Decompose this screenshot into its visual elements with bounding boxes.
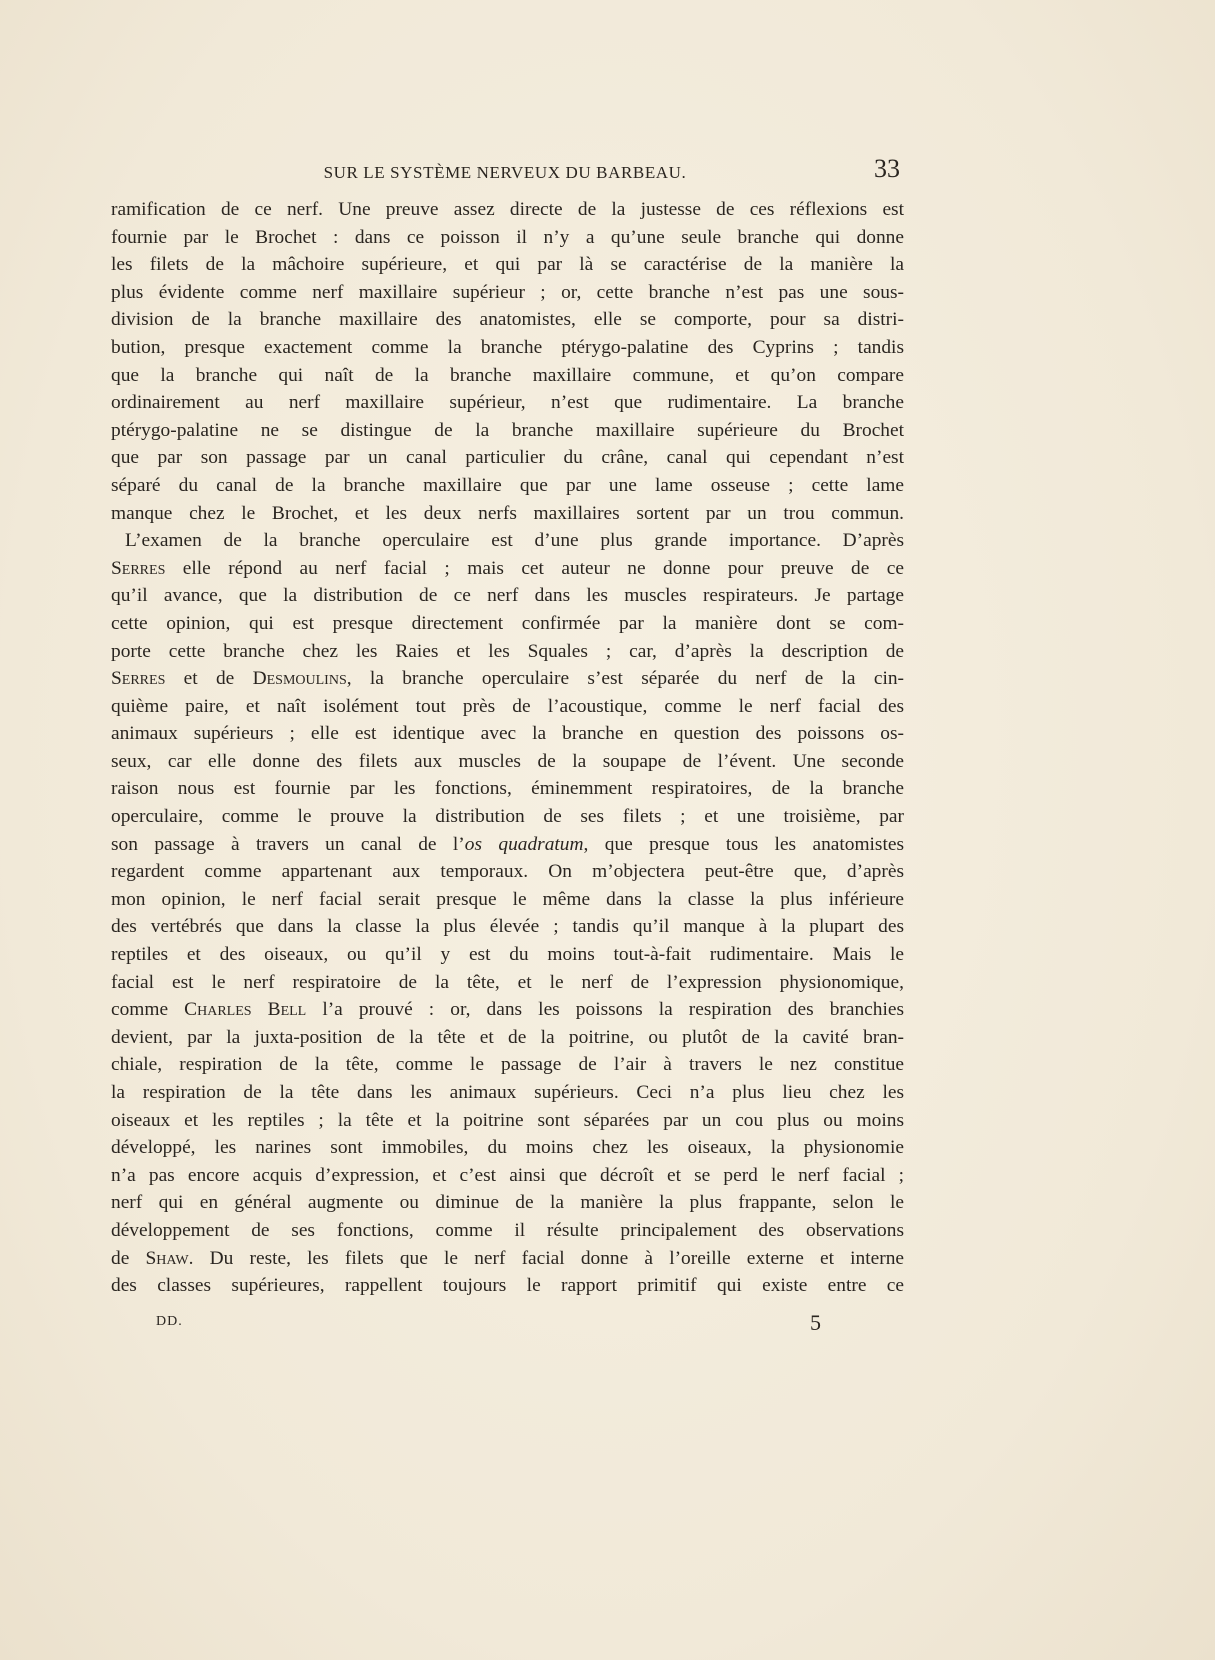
line-text: son passage à travers un canal de l’	[111, 833, 465, 855]
text-line	[111, 886, 904, 914]
text-line	[111, 224, 904, 252]
text-line	[111, 1162, 904, 1190]
line-text: animaux supérieurs ; elle est identique avec la branche en question des poissons os-	[111, 723, 904, 745]
text-line	[111, 1217, 904, 1245]
line-text: regardent comme appartenant aux temporaux. On m’objectera peut-être que, d’après	[111, 861, 904, 883]
text-line	[111, 775, 904, 803]
body-text	[111, 196, 904, 1300]
text-line	[111, 279, 904, 307]
text-line	[111, 389, 904, 417]
line-text: plus évidente comme nerf maxillaire supérieur ; or, cette branche n’est pas une sous-	[111, 281, 904, 303]
text-line	[111, 1134, 904, 1162]
line-text: séparé du canal de la branche maxillaire que par une lame osseuse ; cette lame	[111, 474, 904, 496]
text-line	[111, 1189, 904, 1217]
line-text: l’a prouvé : or, dans les poissons la respiration des branchies	[306, 999, 905, 1021]
text-line	[111, 196, 904, 224]
signature-mark: DD.	[156, 1314, 183, 1329]
line-text: et de	[165, 668, 253, 690]
text-line	[111, 500, 904, 528]
running-head: SUR LE SYSTÈME NERVEUX DU BARBEAU.	[323, 163, 687, 182]
text-line	[111, 720, 904, 748]
line-text: que par son passage par un canal particulier du crâne, canal qui cependant n’est	[111, 447, 904, 469]
line-text: n’a pas encore acquis d’expression, et c’est ainsi que décroît et se perd le nerf facial ;	[111, 1164, 904, 1186]
page-footer	[110, 1310, 900, 1340]
line-text: chiale, respiration de la tête, comme le passage de l’air à travers le nez constitue	[111, 1054, 904, 1076]
line-text: fournie par le Brochet : dans ce poisson il n’y a qu’une seule branche qui donne	[111, 226, 904, 248]
line-text: mon opinion, le nerf facial serait presque le même dans la classe la plus inférieure	[111, 888, 904, 910]
text-line	[111, 1107, 904, 1135]
text-line	[111, 665, 904, 693]
line-text: de	[111, 1247, 146, 1269]
line-text: qu’il avance, que la distribution de ce nerf dans les muscles respirateurs. Je partage	[111, 585, 904, 607]
line-text: division de la branche maxillaire des anatomistes, elle se comporte, pour sa distri-	[111, 309, 904, 331]
line-text: , que presque tous les anatomistes	[583, 833, 905, 855]
line-text: quième paire, et naît isolément tout près de l’acoustique, comme le nerf facial des	[111, 695, 904, 717]
page-header	[110, 154, 900, 188]
line-text: operculaire, comme le prouve la distribution de ses filets ; et une troisième, par	[111, 806, 904, 828]
line-text: , la branche operculaire s’est séparée du nerf de la cin-	[346, 668, 904, 690]
text-line	[111, 251, 904, 279]
line-text: des vertébrés que dans la classe la plus élevée ; tandis qu’il manque à la plupart des	[111, 916, 904, 938]
line-text: comme	[111, 999, 185, 1021]
text-line	[111, 610, 904, 638]
line-text: ordinairement au nerf maxillaire supérieur, n’est que rudimentaire. La branche	[111, 392, 904, 414]
text-line	[111, 803, 904, 831]
text-line	[111, 1024, 904, 1052]
text-line	[111, 417, 904, 445]
text-line	[111, 858, 904, 886]
line-text: . Du reste, les filets que le nerf facial donne à l’oreille externe et interne	[188, 1247, 905, 1269]
text-line	[111, 996, 904, 1024]
italic-term: os quadratum	[464, 833, 584, 855]
text-line	[111, 941, 904, 969]
line-text: cette opinion, qui est presque directement confirmée par la manière dont se com-	[111, 612, 904, 634]
line-text: facial est le nerf respiratoire de la tête, et le nerf de l’expression physionomique,	[111, 971, 904, 993]
text-line	[111, 1245, 904, 1273]
text-line	[111, 334, 904, 362]
text-line	[111, 555, 904, 583]
line-text: que la branche qui naît de la branche maxillaire commune, et qu’on compare	[111, 364, 904, 386]
line-text: porte cette branche chez les Raies et les Squales ; car, d’après la description de	[111, 640, 904, 662]
text-line	[111, 362, 904, 390]
text-line	[111, 444, 904, 472]
line-text: oiseaux et les reptiles ; la tête et la poitrine sont séparées par un cou plus ou moins	[111, 1109, 904, 1131]
line-text: manque chez le Brochet, et les deux nerfs maxillaires sortent par un trou commun.	[111, 502, 904, 524]
line-text: seux, car elle donne des filets aux muscles de la soupape de l’évent. Une seconde	[111, 750, 904, 772]
line-text: devient, par la juxta-position de la tête et de la poitrine, ou plutôt de la cavité bran-	[111, 1026, 904, 1048]
line-text: bution, presque exactement comme la branche ptérygo-palatine des Cyprins ; tandis	[111, 336, 904, 358]
line-text: nerf qui en général augmente ou diminue de la manière la plus frappante, selon le	[111, 1192, 904, 1214]
line-text: les filets de la mâchoire supérieure, et qui par là se caractérise de la manière la	[111, 254, 904, 276]
text-line	[111, 638, 904, 666]
text-line	[111, 472, 904, 500]
line-text: développement de ses fonctions, comme il résulte principalement des observations	[111, 1219, 904, 1241]
text-line	[111, 969, 904, 997]
text-line	[111, 527, 904, 555]
line-text: L’examen de la branche operculaire est d’une plus grande importance. D’après	[125, 530, 904, 552]
small-caps-name: Serres	[111, 668, 166, 690]
small-caps-name: Desmoulins	[252, 668, 347, 690]
text-line	[111, 913, 904, 941]
line-text: raison nous est fournie par les fonctions, éminemment respiratoires, de la branche	[111, 778, 904, 800]
text-line	[111, 1051, 904, 1079]
text-line	[111, 693, 904, 721]
text-line	[111, 748, 904, 776]
small-caps-name: Serres	[111, 557, 166, 579]
small-caps-name: Charles Bell	[184, 999, 307, 1021]
line-text: ptérygo-palatine ne se distingue de la branche maxillaire supérieure du Brochet	[111, 419, 904, 441]
text-line	[111, 1272, 904, 1300]
small-caps-name: Shaw	[145, 1247, 189, 1269]
line-text: la respiration de la tête dans les animaux supérieurs. Ceci n’a plus lieu chez les	[111, 1082, 904, 1103]
line-text: elle répond au nerf facial ; mais cet auteur ne donne pour preuve de ce	[165, 557, 904, 579]
page-number: 33	[874, 154, 900, 183]
line-text: ramification de ce nerf. Une preuve assez directe de la justesse de ces réflexions est	[111, 199, 904, 220]
text-line	[111, 306, 904, 334]
line-text: développé, les narines sont immobiles, du moins chez les oiseaux, la physionomie	[111, 1137, 904, 1159]
text-line	[111, 582, 904, 610]
line-text: des classes supérieures, rappellent toujours le rapport primitif qui existe entre ce	[111, 1275, 904, 1297]
text-line	[111, 831, 904, 859]
signature-number: 5	[810, 1310, 821, 1335]
text-line	[111, 1079, 904, 1107]
line-text: reptiles et des oiseaux, ou qu’il y est du moins tout-à-fait rudimentaire. Mais le	[111, 944, 904, 966]
